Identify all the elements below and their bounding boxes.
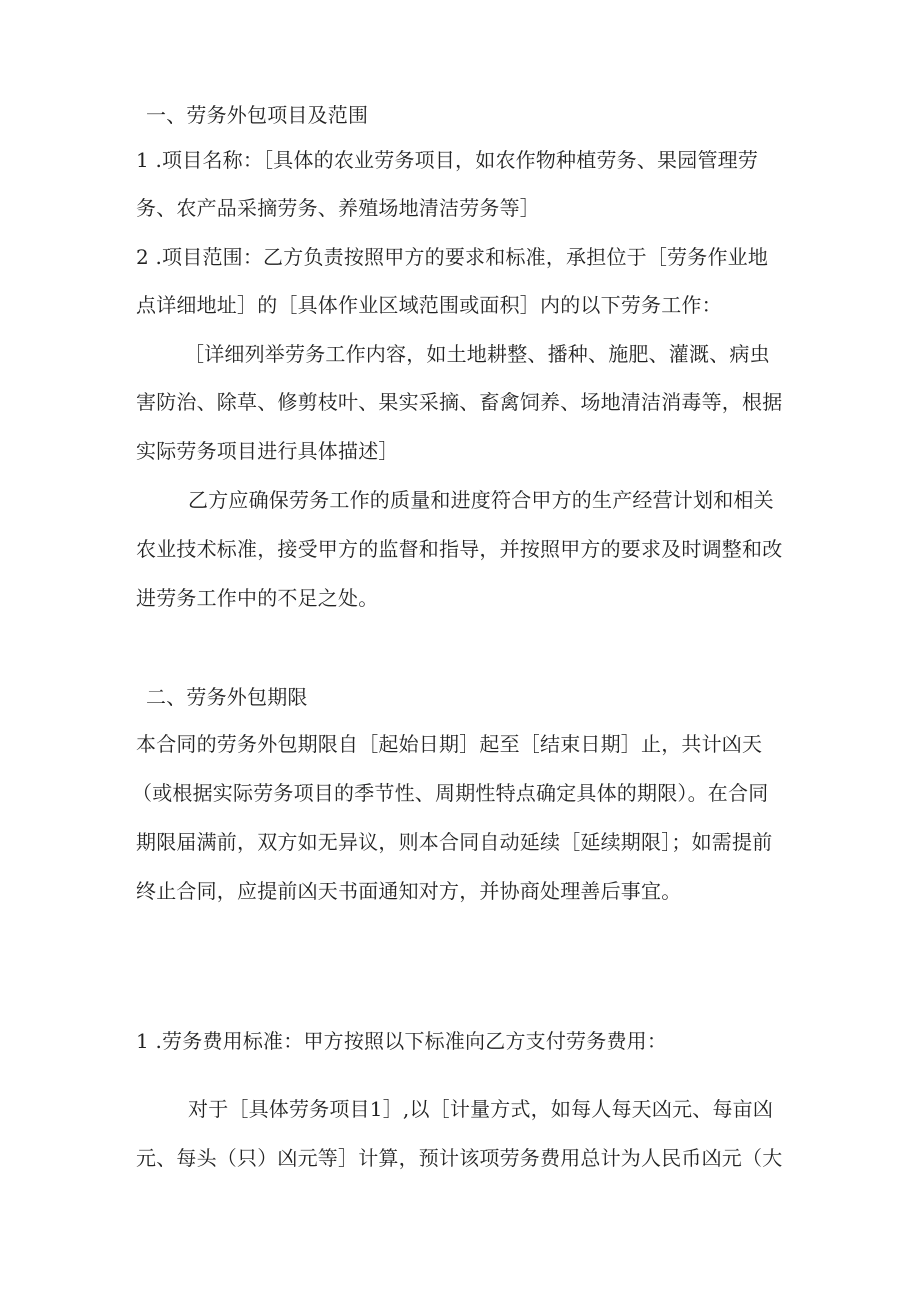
item-project-scope-line2: 点详细地址］的［具体作业区域范围或面积］内的以下劳务工作： bbox=[136, 293, 722, 317]
item-project-scope-line1: 2 .项目范围：乙方负责按照甲方的要求和标准，承担位于［劳务作业地 bbox=[136, 245, 769, 269]
section-heading-term: 二、劳务外包期限 bbox=[146, 685, 308, 709]
fee-detail-line1: 对于［具体劳务项目1］,以［计量方式，如每人每天凶元、每亩凶 bbox=[188, 1097, 774, 1121]
work-detail-line3: 实际劳务项目进行具体描述］ bbox=[136, 439, 399, 463]
term-paragraph-line4: 终止合同，应提前凶天书面通知对方，并协商处理善后事宜。 bbox=[136, 879, 682, 903]
item-fee-standard: 1 .劳务费用标准：甲方按照以下标准向乙方支付劳务费用： bbox=[136, 1029, 668, 1053]
work-detail-line1: ［详细列举劳务工作内容，如土地耕整、播种、施肥、灌溉、病虫 bbox=[184, 342, 770, 366]
item-project-name-line1: 1 .项目名称：［具体的农业劳务项目，如农作物种植劳务、果园管理劳 bbox=[136, 148, 759, 172]
term-paragraph-line1: 本合同的劳务外包期限自［起始日期］起至［结束日期］止，共计凶天 bbox=[136, 732, 763, 756]
term-paragraph-line3: 期限届满前，双方如无异议，则本合同自动延续［延续期限］；如需提前 bbox=[136, 830, 773, 854]
quality-paragraph-line1: 乙方应确保劳务工作的质量和进度符合甲方的生产经营计划和相关 bbox=[188, 488, 774, 512]
section-heading-scope: 一、劳务外包项目及范围 bbox=[146, 103, 369, 127]
fee-detail-line2: 元、每头（只）凶元等］计算，预计该项劳务费用总计为人民币凶元（大 bbox=[136, 1146, 783, 1170]
term-paragraph-line2: （或根据实际劳务项目的季节性、周期性特点确定具体的期限）。在合同 bbox=[132, 781, 769, 805]
quality-paragraph-line2: 农业技术标准，接受甲方的监督和指导，并按照甲方的要求及时调整和改 bbox=[136, 537, 783, 561]
work-detail-line2: 害防治、除草、修剪枝叶、果实采摘、畜禽饲养、场地清洁消毒等，根据 bbox=[136, 390, 783, 414]
quality-paragraph-line3: 进劳务工作中的不足之处。 bbox=[136, 586, 379, 610]
item-project-name-line2: 务、农产品采摘劳务、养殖场地清洁劳务等］ bbox=[136, 196, 540, 220]
